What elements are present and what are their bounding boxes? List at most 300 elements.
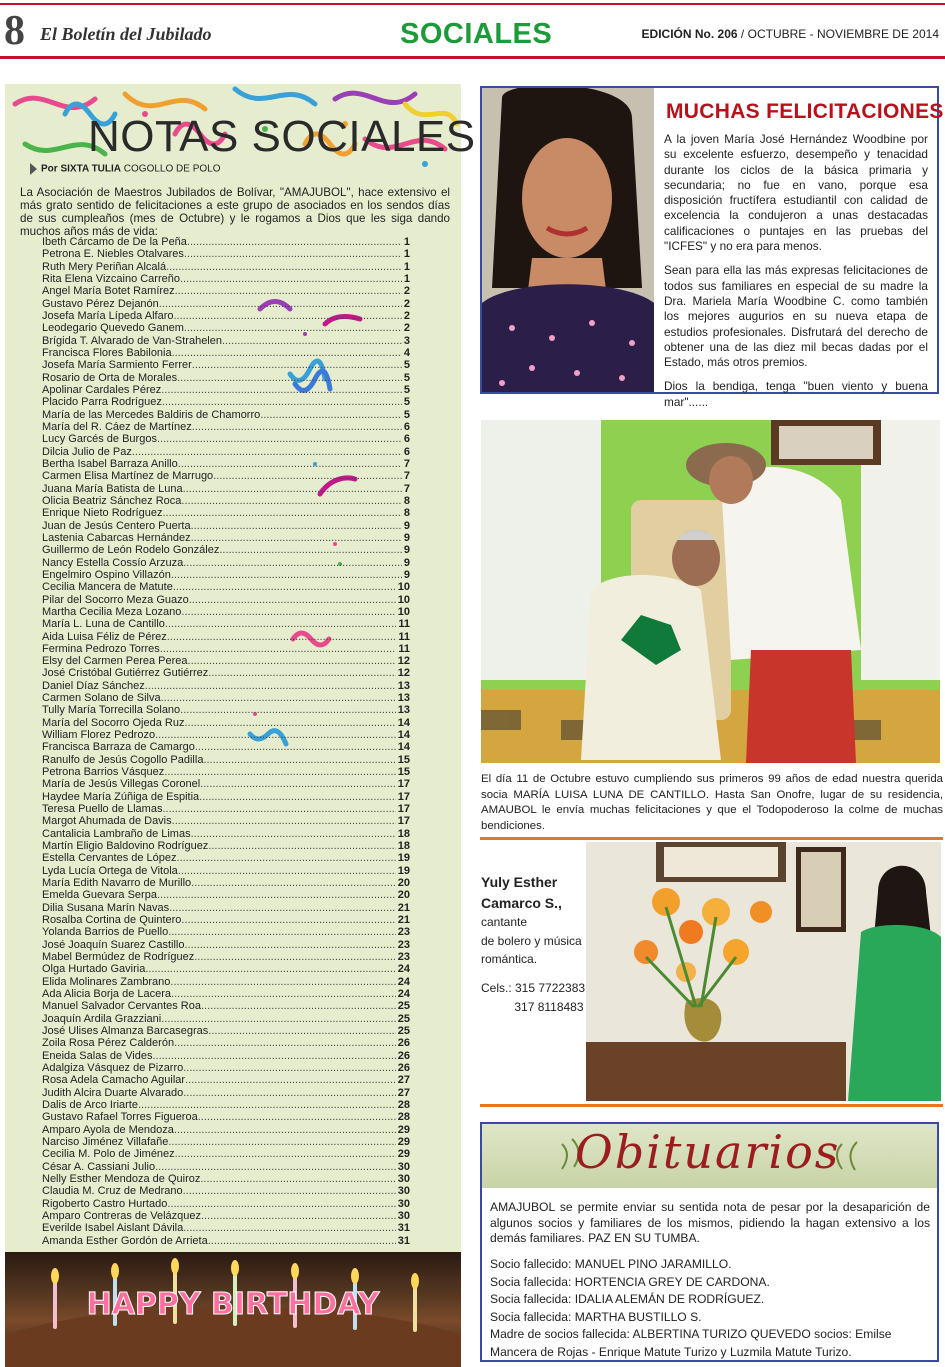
birthday-day: 18 (397, 827, 410, 840)
birthday-day: 27 (397, 1074, 410, 1087)
leader-dots (155, 729, 396, 741)
obituarios-intro: AMAJUBOL se permite enviar su sentida nota de pesar por la desaparición de algunos socios y familiares de los mismos, pidiendo la hagan extensivo a los demás familiares. PAZ EN SU TUMBA. (490, 1200, 930, 1245)
birthday-row (42, 433, 410, 445)
birthday-day: 2 (403, 285, 410, 298)
birthday-day: 3 (403, 334, 410, 347)
birthday-row (42, 507, 410, 519)
birthday-name: Olicia Beatriz Sánchez Roca (42, 494, 182, 507)
leader-dots (166, 261, 402, 273)
student-portrait-illustration (482, 88, 654, 392)
leader-dots (157, 889, 396, 901)
birthday-row (42, 310, 410, 322)
birthday-day: 9 (403, 519, 410, 532)
birthday-day: 30 (397, 1197, 410, 1210)
leader-dots (183, 1185, 396, 1197)
birthday-name: Claudia M. Cruz de Medrano (42, 1185, 183, 1198)
singer-phones (481, 979, 585, 1016)
birthday-name: Martín Eligio Baldovino Rodríguez (42, 840, 209, 853)
birthday-row (42, 236, 410, 248)
leader-dots (172, 815, 396, 827)
birthday-name: Teresa Puello de Llamas (42, 803, 163, 816)
birthday-name: Francisca Barraza de Camargo (42, 741, 195, 754)
birthday-day: 1 (403, 260, 410, 273)
birthday-name: Amanda Esther Gordón de Arrieta (42, 1234, 208, 1247)
birthday-row (42, 1050, 410, 1062)
birthday-row (42, 803, 410, 815)
birthday-day: 13 (397, 704, 410, 717)
leader-dots (170, 976, 395, 988)
birthday-row (42, 322, 410, 334)
birthday-row (42, 421, 410, 433)
leader-dots (213, 470, 402, 482)
leader-dots (194, 951, 396, 963)
leader-dots (260, 409, 402, 421)
leader-dots (189, 594, 396, 606)
birthday-row (42, 594, 410, 606)
leader-dots (184, 322, 402, 334)
birthday-day: 21 (397, 914, 410, 927)
birthday-name: Bertha Isabel Barraza Anillo (42, 457, 178, 470)
birthday-row (42, 1235, 410, 1247)
birthday-name: Judith Alcira Duarte Alvarado (42, 1086, 184, 1099)
phone-line: 317 8118483 (481, 999, 584, 1014)
edition-label: EDICIÓN (641, 27, 692, 41)
leader-dots (178, 458, 402, 470)
leader-dots (181, 914, 395, 926)
leader-dots (184, 939, 395, 951)
birthday-day: 20 (397, 889, 410, 902)
edition-period: OCTUBRE - NOVIEMBRE DE 2014 (747, 27, 939, 41)
leader-dots (183, 1062, 396, 1074)
birthday-day: 5 (403, 396, 410, 409)
birthday-name: Rosa Adela Camacho Aguilar (42, 1074, 186, 1087)
cake-letters: HAPPY BIRTHDAY (86, 1287, 380, 1322)
birthday-day: 5 (403, 359, 410, 372)
birthday-day: 17 (397, 790, 410, 803)
phone-line: Cels.: 315 7722383 (481, 981, 586, 995)
birthday-row (42, 704, 410, 716)
birthday-day: 15 (397, 753, 410, 766)
leader-dots (168, 926, 396, 938)
leader-dots (191, 532, 402, 544)
birthday-name: Nancy Estella Cossío Arzuza (42, 556, 184, 569)
birthday-day: 30 (397, 1160, 410, 1173)
birthday-row (42, 926, 410, 938)
birthday-name: Zoila Rosa Pérez Calderón (42, 1037, 175, 1050)
birthday-row (42, 680, 410, 692)
singer-photo-illustration (586, 842, 941, 1101)
leader-dots (167, 631, 397, 643)
leader-dots (171, 569, 402, 581)
birthday-row (42, 606, 410, 618)
birthday-day: 27 (397, 1086, 410, 1099)
birthday-row (42, 1099, 410, 1111)
birthday-name: Nelly Esther Mendoza de Quiroz (42, 1172, 201, 1185)
birthday-row (42, 384, 410, 396)
leader-dots (159, 298, 402, 310)
birthday-name: Rita Elena Vizcaino Carreño (42, 272, 180, 285)
birthday-row (42, 914, 410, 926)
birthday-row (42, 988, 410, 1000)
birthday-row (42, 1087, 410, 1099)
birthday-day: 15 (397, 766, 410, 779)
leader-dots (162, 396, 402, 408)
birthday-row (42, 778, 410, 790)
birthday-day: 24 (397, 975, 410, 988)
birthday-name: Cecilia M. Polo de Jiménez (42, 1148, 175, 1161)
leader-dots (153, 1050, 396, 1062)
leader-dots (191, 520, 402, 532)
birthday-name: Juan de Jesús Centero Puerta (42, 519, 191, 532)
birthday-day: 13 (397, 692, 410, 705)
leader-dots (188, 655, 396, 667)
leader-dots (184, 248, 402, 260)
leader-dots (157, 433, 402, 445)
leader-dots (161, 692, 396, 704)
birthday-row (42, 741, 410, 753)
birthday-day: 5 (403, 408, 410, 421)
leader-dots (162, 507, 401, 519)
birthday-day: 9 (403, 568, 410, 581)
birthday-row (42, 359, 410, 371)
birthday-row (42, 1000, 410, 1012)
birthday-name: Adalgiza Vásquez de Pizarro (42, 1061, 184, 1074)
birthday-day: 23 (397, 926, 410, 939)
leader-dots (180, 273, 402, 285)
birthday-name: Narciso Jiménez Villafañe (42, 1135, 169, 1148)
birthday-day: 30 (397, 1185, 410, 1198)
birthday-day: 11 (398, 642, 410, 655)
birthday-day: 9 (403, 531, 410, 544)
birthday-row (42, 902, 410, 914)
birthday-cake-photo (5, 1252, 461, 1367)
birthday-day: 30 (397, 1209, 410, 1222)
birthday-row (42, 581, 410, 593)
birthday-row (42, 372, 410, 384)
birthday-day: 4 (403, 346, 410, 359)
birthday-name: Fermina Pedrozo Torres (42, 642, 160, 655)
leader-dots (195, 741, 396, 753)
student-photo (482, 88, 654, 392)
obituario-entry: Socio fallecido: MANUEL PINO JARAMILLO. (490, 1257, 732, 1271)
birthday-name: José Cristóbal Gutiérrez Gutiérrez (42, 667, 209, 680)
birthday-day: 1 (403, 248, 410, 261)
birthday-name: Lyda Lucía Ortega de Vitola (42, 864, 178, 877)
birthday-day: 18 (397, 840, 410, 853)
birthday-day: 10 (397, 605, 410, 618)
birthday-row (42, 1222, 410, 1234)
singer-name (481, 872, 562, 914)
birthday-day: 26 (397, 1037, 410, 1050)
birthday-row (42, 791, 410, 803)
birthday-day: 1 (403, 236, 410, 248)
felicitaciones-paragraph: Dios la bendiga, tenga "buen viento y buena mar"...... (664, 379, 928, 409)
birthday-name: Mabel Bermúdez de Rodríguez (42, 951, 195, 964)
birthday-row (42, 495, 410, 507)
birthday-day: 14 (397, 741, 410, 754)
birthday-row (42, 532, 410, 544)
leader-dots (208, 1025, 395, 1037)
birthday-day: 13 (397, 679, 410, 692)
birthday-row (42, 976, 410, 988)
header-top-rule (0, 3, 945, 5)
singer-name-line: Camarco S., (481, 895, 562, 911)
leader-dots (187, 236, 402, 248)
birthday-day: 11 (398, 618, 410, 631)
singer-name-line: Yuly Esther (481, 874, 558, 890)
birthday-row (42, 335, 410, 347)
birthday-row (42, 298, 410, 310)
birthday-day: 7 (403, 482, 410, 495)
leader-dots (192, 421, 402, 433)
birthday-day: 11 (398, 630, 410, 643)
singer-role-line: cantante (481, 915, 528, 929)
leader-dots (178, 865, 396, 877)
birthday-row (42, 1136, 410, 1148)
leader-dots (174, 1037, 396, 1049)
felicitaciones-paragraph: Sean para ella las más expresas felicitaciones de todos sus familiares en especial de su madre la Dra. Mariela María Woodbine C. como también los mejores augurios en su nueva etapa de estudios profesionales. Disfrutará del derecho de obtener una de las diez mil becas dadas por el Estado, más otros premios. (664, 263, 928, 370)
birthday-day: 12 (397, 667, 410, 680)
birthday-day: 24 (397, 963, 410, 976)
birthday-name: Petrona E. Niebles Otalvares (42, 248, 184, 261)
birthday-day: 28 (397, 1098, 410, 1111)
birthday-row (42, 248, 410, 260)
birthday-name: Lucy Garcés de Burgos (42, 433, 157, 446)
birthday-row (42, 1210, 410, 1222)
obituarios-list (490, 1256, 932, 1362)
byline (30, 163, 221, 175)
leader-dots (191, 828, 396, 840)
birthday-name: Ibeth Cárcamo de De la Peña (42, 236, 187, 248)
section-divider (480, 1104, 943, 1107)
birthday-row (42, 470, 410, 482)
birthday-name: William Florez Pedrozo (42, 729, 156, 742)
birthday-day: 29 (397, 1135, 410, 1148)
birthday-name: Cantalicia Lambraño de Limas (42, 827, 191, 840)
notas-intro: La Asociación de Maestros Jubilados de Bolívar, "AMAJUBOL", hace extensivo el más grato sentido de felicitaciones a este grupo de asociados en los sendos días de sus cumpleaños (mes de Octubre) y le rogamos a Dios que les siga dando muchos años más de vida: (20, 186, 450, 238)
birthday-name: Apolinar Cardales Pérez (42, 383, 162, 396)
page-number: 8 (4, 8, 25, 54)
birthday-day: 2 (403, 309, 410, 322)
leader-dots (191, 877, 396, 889)
leader-dots (201, 1000, 396, 1012)
birthday-name: Dalis de Arco Iriarte (42, 1098, 138, 1111)
birthday-row (42, 544, 410, 556)
birthday-day: 31 (397, 1234, 410, 1247)
leader-dots (181, 606, 395, 618)
leader-dots (175, 1148, 396, 1160)
birthday-name: María de Jesús Villegas Coronel (42, 778, 201, 791)
birthday-row (42, 667, 410, 679)
birthday-day: 7 (403, 470, 410, 483)
birthday-day: 7 (403, 457, 410, 470)
leader-dots (165, 618, 396, 630)
birthday-day: 31 (397, 1222, 410, 1235)
felicitaciones-paragraph: A la joven María José Hernández Woodbine por su excelente esfuerzo, desempeño y tenacidad durante los ciclos de la básica primaria y secundaria; no fue en vano, porque esa disposición fructífera estudiantil con calidad de excelencia la condujeron a unas destacadas calificaciones o puntajes en las pruebas del "ICFES" y no era para menos. (664, 132, 928, 254)
birthday-day: 25 (397, 1012, 410, 1025)
singer-role (481, 913, 582, 969)
leader-dots (200, 1173, 395, 1185)
birthday-name: Carmen Solano de Silva (42, 692, 161, 705)
leader-dots (172, 347, 402, 359)
leader-dots (201, 1210, 396, 1222)
birthday-name: Amparo Contreras de Velázquez (42, 1209, 201, 1222)
section-divider (480, 837, 943, 840)
leader-dots (168, 1136, 395, 1148)
birthday-row (42, 1037, 410, 1049)
birthday-name: Petrona Barrios Vásquez (42, 766, 165, 779)
birthday-name: Olga Hurtado Gaviria (42, 963, 146, 976)
birthday-day: 19 (397, 852, 410, 865)
birthday-row (42, 643, 410, 655)
birthday-row (42, 285, 410, 297)
leader-dots (138, 1099, 396, 1111)
birthday-name: Ruth Mery Periñan Alcalá (42, 260, 167, 273)
anniversary-caption: El día 11 de Octubre estuvo cumpliendo sus primeros 99 años de edad nuestra querida socia MARÍA LUISA LUNA DE CANTILLO. Hasta San Onofre, lugar de su residencia, AMAUBOL le envía muchas felicitaciones y que el Todopoderoso la colme de muchas bendiciones. (481, 773, 943, 832)
leader-dots (181, 495, 401, 507)
birthday-row (42, 1062, 410, 1074)
notas-sociales-title: NOTAS SOCIALES (88, 112, 476, 161)
birthday-name: Josefa María Sarmiento Ferrer (42, 359, 192, 372)
leader-dots (173, 581, 396, 593)
birthday-day: 6 (403, 420, 410, 433)
birthday-day: 25 (397, 1025, 410, 1037)
leader-dots (161, 1013, 396, 1025)
section-title: SOCIALES (400, 18, 553, 50)
singer-role-line: romántica. (481, 952, 538, 966)
cake-illustration (5, 1252, 461, 1367)
birthday-day: 14 (397, 729, 410, 742)
obituarios-title: Obituarios (575, 1125, 841, 1179)
birthday-name: Tully María Torrecilla Solano (42, 704, 181, 717)
birthday-row (42, 483, 410, 495)
birthday-day: 23 (397, 951, 410, 964)
birthday-name: Aida Luisa Féliz de Pérez (42, 630, 167, 643)
birthday-row (42, 766, 410, 778)
birthday-row (42, 1124, 410, 1136)
leader-dots (185, 1074, 396, 1086)
birthday-day: 17 (397, 815, 410, 828)
birthday-name: José Joaquín Suarez Castillo (42, 938, 185, 951)
leader-dots (200, 778, 396, 790)
birthday-row (42, 261, 410, 273)
birthday-name: Martha Cecilia Meza Lozano (42, 605, 182, 618)
birthday-row (42, 939, 410, 951)
leader-dots (183, 1222, 396, 1234)
birthday-day: 29 (397, 1148, 410, 1161)
birthday-name: Eneida Salas de Vides (42, 1049, 153, 1062)
birthday-name: Joaquín Ardila Grazziani (42, 1012, 162, 1025)
leader-dots (198, 1111, 396, 1123)
birthday-day: 20 (397, 877, 410, 890)
birthday-row (42, 1013, 410, 1025)
birthday-day: 10 (397, 581, 410, 594)
birthday-name: Placido Parra Rodríguez (42, 396, 162, 409)
leader-dots (161, 384, 402, 396)
birthday-day: 6 (403, 445, 410, 458)
birthday-day: 24 (397, 988, 410, 1001)
leader-dots (208, 840, 395, 852)
birthday-day: 5 (403, 371, 410, 384)
birthday-row (42, 396, 410, 408)
leader-dots (132, 446, 402, 458)
birthday-row (42, 692, 410, 704)
birthday-name: Cecilia Mancera de Matute (42, 581, 173, 594)
birthday-row (42, 754, 410, 766)
birthday-name: Margot Ahumada de Davis (42, 815, 172, 828)
edition-info (642, 27, 939, 41)
birthday-name: Gustavo Rafael Torres Figueroa (42, 1111, 198, 1124)
birthday-day: 26 (397, 1049, 410, 1062)
leader-dots (219, 544, 402, 556)
birthday-day: 6 (403, 433, 410, 446)
birthday-day: 9 (403, 544, 410, 557)
birthday-name: Ada Alicia Borja de Lacera (42, 988, 172, 1001)
birthday-name: María de las Mercedes Baldiris de Chamorro (42, 408, 261, 421)
birthday-row (42, 631, 410, 643)
obituario-entry: Socia fallecida: HORTENCIA GREY DE CARDONA. (490, 1274, 770, 1289)
birthday-name: Josefa María Lípeda Alfaro (42, 309, 174, 322)
birthday-row (42, 618, 410, 630)
leader-dots (160, 643, 397, 655)
birthday-row (42, 729, 410, 741)
birthday-name: Rosario de Orta de Morales (42, 371, 178, 384)
birthday-name: Francisca Flores Babilonia (42, 346, 172, 359)
birthday-name: Juana María Batista de Luna (42, 482, 183, 495)
leader-dots (174, 1124, 396, 1136)
birthday-day: 10 (397, 593, 410, 606)
birthday-name: Ranulfo de Jesús Cogollo Padilla (42, 753, 204, 766)
byline-arrow-icon (30, 163, 37, 175)
birthday-name: María L. Luna de Cantillo (42, 618, 165, 631)
birthday-name: Emelda Guevara Serpa (42, 889, 157, 902)
birthday-name: María Edith Navarro de Murillo (42, 877, 192, 890)
birthday-row (42, 828, 410, 840)
birthday-day: 5 (403, 383, 410, 396)
birthday-day: 17 (397, 778, 410, 791)
birthday-name: Rosalba Cortina de Quintero (42, 914, 182, 927)
birthday-day: 8 (403, 494, 410, 507)
birthday-row (42, 520, 410, 532)
birthday-day: 2 (403, 322, 410, 335)
byline-author: SIXTA TULIA (60, 163, 122, 175)
birthday-name: Brígida T. Alvarado de Van-Strahelen (42, 334, 222, 347)
birthday-name: Elida Molinares Zambrano (42, 975, 171, 988)
felicitaciones-title: MUCHAS FELICITACIONES (666, 100, 944, 123)
leader-dots (164, 766, 395, 778)
birthday-row (42, 347, 410, 359)
birthday-name: Guillermo de León Rodelo González (42, 544, 220, 557)
felicitaciones-body (664, 132, 928, 419)
birthday-row (42, 865, 410, 877)
birthday-row (42, 951, 410, 963)
birthday-row (42, 1111, 410, 1123)
obituario-entry: Socia fallecida: IDALIA ALEMÁN DE RODRÍGUEZ. (490, 1292, 765, 1307)
leader-dots (145, 963, 395, 975)
birthday-name: Haydee María Zúñiga de Espitia (42, 790, 200, 803)
obituario-entry: Socia fallecida: MARTHA BUSTILLO S. (490, 1309, 702, 1324)
birthday-row (42, 655, 410, 667)
birthday-day: 23 (397, 938, 410, 951)
birthday-name: Engelmiro Ospino Villazón (42, 568, 171, 581)
leader-dots (183, 557, 402, 569)
birthday-day: 29 (397, 1123, 410, 1136)
birthday-row (42, 1161, 410, 1173)
birthday-row (42, 717, 410, 729)
singer-photo (586, 842, 941, 1101)
singer-role-line: de bolero y música (481, 933, 582, 948)
birthday-name: Elsy del Carmen Perea Perea (42, 655, 188, 668)
